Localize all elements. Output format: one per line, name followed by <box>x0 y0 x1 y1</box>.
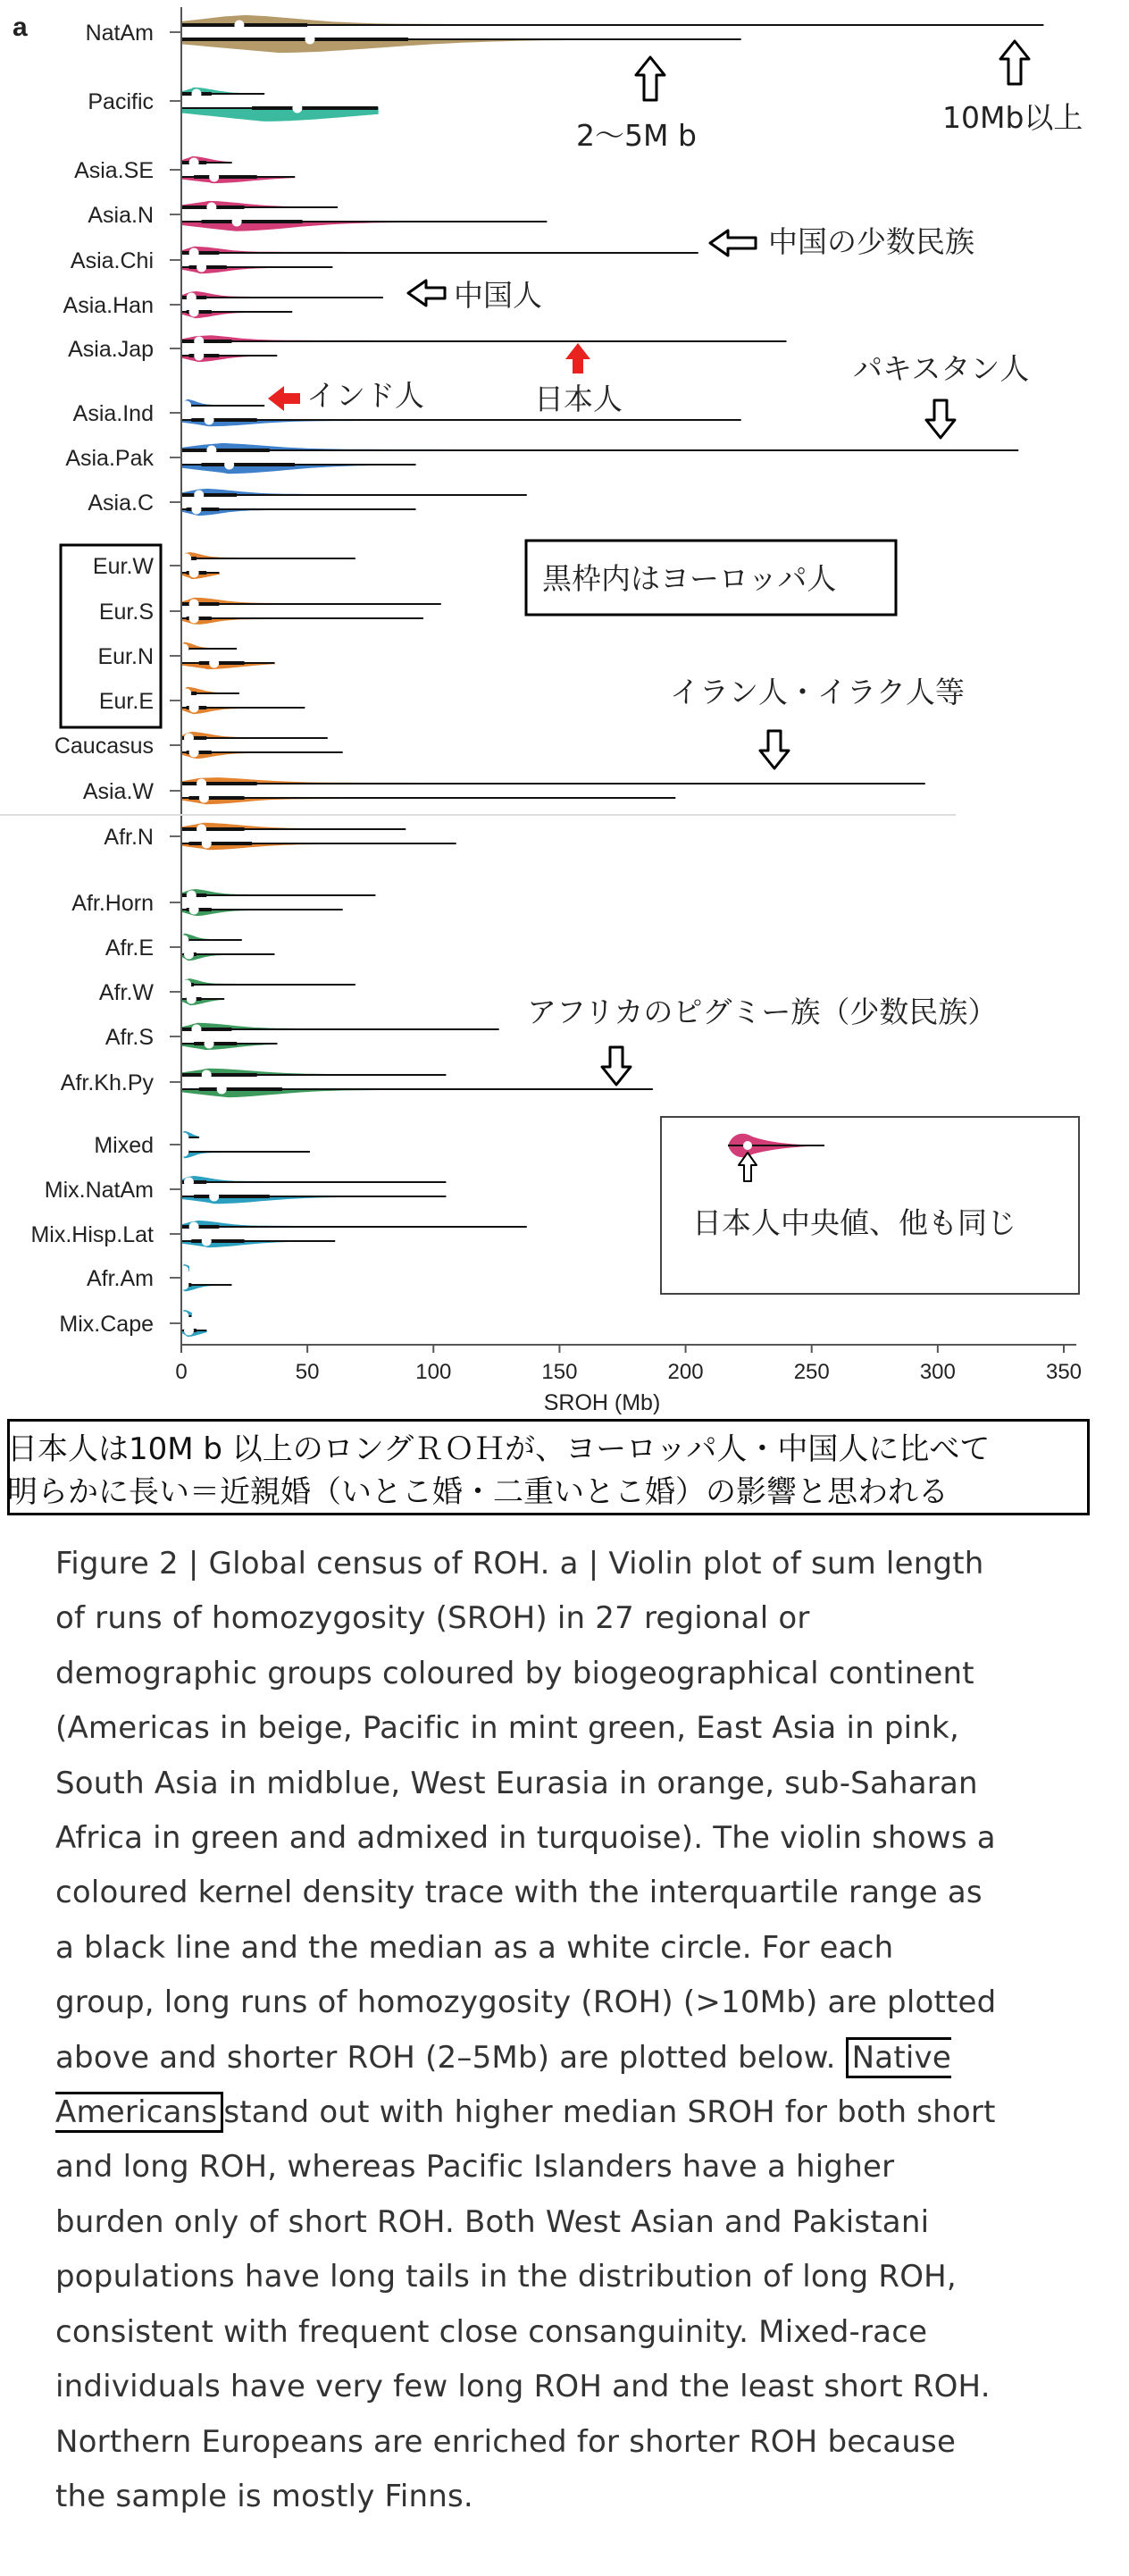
median-short-pacific <box>293 104 302 113</box>
group-label-caucasus: Caucasus <box>54 734 154 759</box>
median-long-mix-hisp-lat <box>189 1222 198 1231</box>
median-short-asia-se <box>210 172 219 181</box>
annotation-natam-long <box>942 41 1083 135</box>
svg-text:イラン人・イラク人等: イラン人・イラク人等 <box>670 675 965 709</box>
median-long-natam <box>235 21 244 29</box>
group-label-asia-pak: Asia.Pak <box>65 446 154 471</box>
group-label-pacific: Pacific <box>88 89 154 114</box>
annotation-chinese <box>408 278 542 313</box>
x-tick-label-200: 200 <box>667 1360 704 1384</box>
violin-short-asia-ind <box>181 420 741 426</box>
median-short-asia-c <box>192 505 201 514</box>
violin-group-asia-pak <box>181 443 1018 473</box>
group-label-eur-e: Eur.E <box>98 689 154 714</box>
median-short-mix-cape <box>184 1326 193 1335</box>
median-short-afr-w <box>187 994 196 1003</box>
violin-group-afr-am <box>180 1265 232 1291</box>
violin-group-afr-n <box>181 823 456 849</box>
median-long-asia-se <box>189 158 198 167</box>
median-short-asia-chi <box>197 263 206 272</box>
panel-letter: a <box>13 13 28 42</box>
violin-group-asia-w <box>181 778 925 804</box>
x-tick-label-350: 350 <box>1045 1360 1083 1384</box>
group-label-asia-jap: Asia.Jap <box>68 337 154 362</box>
svg-text:日本人中央値、他も同じ: 日本人中央値、他も同じ <box>692 1205 1016 1240</box>
violin-long-eur-n <box>181 642 237 649</box>
violin-group-natam <box>181 15 1043 52</box>
caption-part-2: stand out with higher median SROH for both short and long ROH, whereas Pacific Islanders have a higher burden only of short ROH. Both West Asian and Pakistani populations have long tails in the distribution of long ROH, consistent with frequent close consanguinity. Mixed-race individuals have very few long ROH and the least short ROH. Northern Europeans are enriched for shorter ROH because the sample is mostly Finns. <box>55 2094 996 2514</box>
violin-group-mix-hisp-lat <box>181 1221 527 1246</box>
group-label-natam: NatAm <box>85 21 154 46</box>
median-short-eur-s <box>189 614 198 623</box>
violin-group-afr-kh-py <box>181 1069 653 1097</box>
group-label-afr-kh-py: Afr.Kh.Py <box>60 1070 154 1095</box>
hollow-arrow-up-icon <box>636 57 665 100</box>
annotation-japanese <box>534 343 623 416</box>
median-long-caucasus <box>184 734 193 743</box>
x-ticks <box>175 1345 1082 1384</box>
group-label-eur-w: Eur.W <box>92 554 154 579</box>
annotation-indian <box>268 378 424 413</box>
group-label-asia-chi: Asia.Chi <box>70 248 154 273</box>
median-long-afr-w <box>182 980 191 989</box>
svg-text:パキスタン人: パキスタン人 <box>853 351 1030 386</box>
violin-short-pacific <box>181 108 378 121</box>
violin-long-asia-pak <box>181 443 1018 450</box>
median-long-afr-n <box>197 825 206 834</box>
median-short-afr-e <box>184 950 193 959</box>
median-short-asia-w <box>199 793 208 802</box>
group-label-afr-am: Afr.Am <box>86 1266 154 1291</box>
x-tick-label-300: 300 <box>919 1360 956 1384</box>
annotation-pygmy <box>527 994 997 1085</box>
median-short-asia-han <box>189 307 198 316</box>
hollow-arrow-down-icon <box>602 1047 631 1085</box>
summary-line-1: 日本人は10M b 以上のロングＲＯＨが、ヨーロッパ人・中国人に比べて <box>7 1431 991 1467</box>
violin-group-asia-ind <box>181 399 741 426</box>
violin-long-natam <box>181 15 1043 25</box>
hollow-arrow-down-icon <box>926 400 955 438</box>
violin-group-asia-han <box>181 292 383 318</box>
annotation-minority <box>710 224 974 259</box>
legend-median-box <box>661 1117 1079 1294</box>
figure-caption <box>55 1537 1002 2524</box>
median-short-afr-s <box>205 1039 213 1048</box>
violin-group-eur-w <box>181 553 355 579</box>
median-short-asia-ind <box>205 415 213 424</box>
violin-short-mixed <box>181 1152 310 1158</box>
hollow-arrow-down-icon <box>760 731 789 768</box>
group-label-mixed: Mixed <box>94 1133 154 1158</box>
median-long-asia-ind <box>182 401 191 410</box>
x-tick-label-100: 100 <box>415 1360 452 1384</box>
red-arrow-up-icon <box>565 343 590 373</box>
violin-group-afr-w <box>181 979 355 1005</box>
annotation-iran-iraq <box>670 675 965 768</box>
median-long-pacific <box>192 89 201 98</box>
group-label-asia-c: Asia.C <box>88 491 154 516</box>
violin-group-asia-jap <box>181 336 787 362</box>
group-label-asia-w: Asia.W <box>82 779 154 804</box>
violin-long-afr-e <box>181 934 242 940</box>
median-long-asia-n <box>207 203 216 212</box>
svg-text:インド人: インド人 <box>306 378 424 413</box>
median-short-asia-n <box>232 217 241 226</box>
x-tick-label-250: 250 <box>793 1360 830 1384</box>
violin-group-afr-horn <box>181 890 375 916</box>
group-label-afr-w: Afr.W <box>98 980 154 1005</box>
svg-text:中国の少数民族: 中国の少数民族 <box>768 224 974 259</box>
group-label-mix-hisp-lat: Mix.Hisp.Lat <box>30 1222 154 1247</box>
median-long-afr-kh-py <box>202 1070 211 1079</box>
median-short-eur-n <box>210 659 219 667</box>
median-long-asia-han <box>187 293 196 302</box>
violin-group-eur-e <box>181 687 305 713</box>
group-label-asia-han: Asia.Han <box>63 293 154 318</box>
red-arrow-left-icon <box>268 386 300 411</box>
x-tick-label-0: 0 <box>175 1360 188 1384</box>
median-short-caucasus <box>189 748 198 757</box>
median-short-eur-w <box>189 568 198 577</box>
median-short-natam <box>305 35 314 44</box>
median-long-asia-pak <box>207 446 216 455</box>
median-short-afr-kh-py <box>217 1085 226 1094</box>
svg-text:アフリカのピグミー族（少数民族）: アフリカのピグミー族（少数民族） <box>527 994 998 1029</box>
caption-part-1: Figure 2 | Global census of ROH. a | Violin plot of sum length of runs of homozygosity (SROH) in 27 regional or demographic groups coloured by biogeographical continent (Americas in beige, Pacific in mint green, East Asia in pink, South Asia in midblue, West Eurasia in orange, sub-Saharan Africa in green and admixed in turquoise). The violin shows a coloured kernel density trace with the interquartile range as a black line and the median as a white circle. For each group, long runs of homozygosity (ROH) (>10Mb) are plotted above and shorter ROH (2–5Mb) are plotted below. <box>55 1546 997 2076</box>
svg-text:黒枠内はヨーロッパ人: 黒枠内はヨーロッパ人 <box>542 561 837 596</box>
caption-boxed-term: Native Americans <box>55 2037 951 2133</box>
group-label-afr-e: Afr.E <box>105 936 154 961</box>
group-label-asia-se: Asia.SE <box>74 158 154 183</box>
violin-group-asia-n <box>181 201 547 231</box>
svg-text:日本人: 日本人 <box>534 382 623 416</box>
violin-group-mix-natam <box>181 1177 446 1204</box>
hollow-arrow-up-icon <box>1000 41 1029 84</box>
violin-group-caucasus <box>181 732 343 758</box>
annotation-pakistani <box>853 351 1029 438</box>
group-label-afr-n: Afr.N <box>104 825 154 850</box>
group-label-mix-cape: Mix.Cape <box>59 1312 154 1337</box>
median-long-eur-w <box>182 554 191 563</box>
median-long-afr-s <box>192 1025 201 1034</box>
median-short-asia-jap <box>195 351 204 360</box>
violin-group-pacific <box>181 88 378 121</box>
median-long-afr-horn <box>187 891 196 900</box>
hollow-arrow-left-icon <box>710 231 756 256</box>
group-label-eur-n: Eur.N <box>97 644 154 669</box>
x-axis-label: SROH (Mb) <box>543 1390 661 1415</box>
group-label-asia-ind: Asia.Ind <box>72 401 154 426</box>
violin-group-asia-chi <box>181 247 698 273</box>
median-short-asia-pak <box>225 460 234 469</box>
group-label-eur-s: Eur.S <box>98 600 154 625</box>
median-short-mix-natam <box>210 1192 219 1201</box>
median-long-asia-c <box>195 491 204 499</box>
group-labels <box>30 21 181 1337</box>
group-label-mix-natam: Mix.NatAm <box>44 1178 154 1203</box>
x-tick-label-150: 150 <box>541 1360 578 1384</box>
median-long-eur-e <box>182 689 191 698</box>
median-long-asia-jap <box>195 337 204 346</box>
hollow-arrow-left-icon <box>408 281 445 306</box>
violin-short-natam <box>181 39 741 53</box>
violin-long-eur-s <box>181 598 441 604</box>
violin-group-afr-s <box>181 1023 499 1049</box>
median-long-asia-chi <box>189 248 198 257</box>
summary-line-2: 明らかに長い＝近親婚（いとこ婚・二重いとこ婚）の影響と思われる <box>7 1474 949 1510</box>
median-long-mix-natam <box>184 1178 193 1187</box>
violin-group-mix-cape <box>180 1310 206 1336</box>
annotation-natam-short <box>576 57 697 153</box>
group-label-asia-n: Asia.N <box>88 203 154 228</box>
group-label-afr-s: Afr.S <box>105 1025 154 1050</box>
violin-group-asia-se <box>181 156 295 182</box>
violin-long-asia-ind <box>181 399 264 406</box>
median-long-asia-w <box>197 779 206 788</box>
violin-short-asia-w <box>181 798 675 804</box>
svg-text:10Mb以上: 10Mb以上 <box>942 100 1083 135</box>
violin-group-eur-s <box>181 598 441 624</box>
violin-group-asia-c <box>181 489 527 515</box>
svg-text:中国人: 中国人 <box>454 278 542 313</box>
x-tick-label-50: 50 <box>295 1360 320 1384</box>
median-short-mix-hisp-lat <box>202 1237 211 1246</box>
median-short-eur-e <box>189 703 198 712</box>
group-label-afr-horn: Afr.Horn <box>71 891 154 916</box>
median-long-eur-s <box>189 600 198 608</box>
legend-median-point <box>743 1141 752 1150</box>
median-short-afr-horn <box>189 905 198 914</box>
violin-group-mixed <box>180 1131 310 1158</box>
violin-group-eur-n <box>180 642 275 668</box>
violin-group-afr-e <box>180 934 275 961</box>
annotation-europe-box <box>526 541 896 615</box>
median-short-afr-n <box>202 839 211 848</box>
violin-long-asia-chi <box>181 247 698 253</box>
svg-text:2～5M b: 2～5M b <box>576 118 697 153</box>
